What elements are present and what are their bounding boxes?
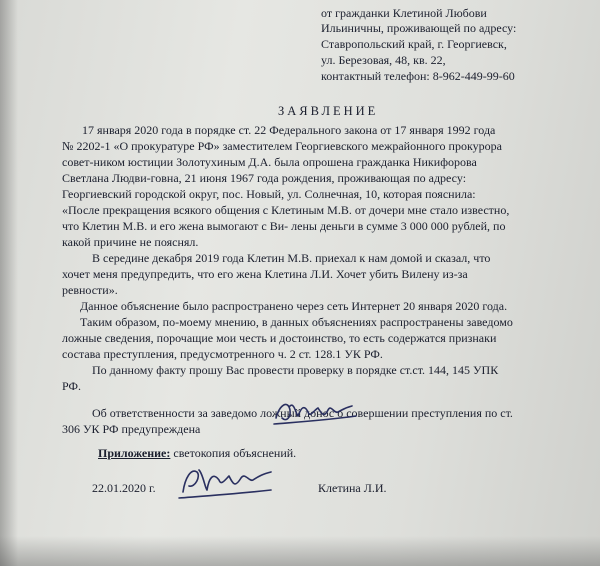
para4-line-1: Таким образом, по-моему мнению, в данных объяснениях распространены заведомо	[80, 315, 513, 329]
para1-line-5: Георгиевский городской округ, пос. Новый, ул. Солнечная, 10, которая пояснила:	[62, 187, 476, 201]
para6-line-2: 306 УК РФ предупреждена	[62, 422, 201, 436]
footer-name: Клетина Л.И.	[318, 481, 387, 495]
para2-line-1: В середине декабря 2019 года Клетин М.В. приехал к нам домой и сказал, что	[92, 251, 491, 265]
para3-line-1: Данное объяснение было распространено через сеть Интернет 20 января 2020 года.	[80, 299, 508, 313]
header-line-4: ул. Березовая, 48, кв. 22,	[321, 53, 446, 67]
para4-line-2: ложные сведения, порочащие мои честь и достоинство, то есть содержатся признаки	[62, 331, 497, 345]
para2-line-2: хочет меня предупредить, что его жена Клетина Л.И. Хочет убить Вилену из-за	[62, 267, 468, 281]
para4-line-3: состава преступления, предусмотренного ч. 2 ст. 128.1 УК РФ.	[62, 347, 383, 361]
para5-line-1: По данному факту прошу Вас провести проверку в порядке ст.ст. 144, 145 УПК	[92, 363, 499, 377]
para1-line-1: 17 января 2020 года в порядке ст. 22 Федерального закона от 17 января 1992 года	[82, 123, 496, 137]
header-line-2: Ильиничны, проживающей по адресу:	[321, 21, 517, 35]
attachment-text: светокопия объяснений.	[173, 446, 297, 460]
signature-2	[175, 458, 275, 504]
para5-line-2: РФ.	[62, 379, 81, 393]
header-line-5: контактный телефон: 8-962-449-99-60	[321, 69, 515, 83]
para1-line-7: что Клетин М.В. и его жена вымогают с Ви- лены деньги в сумме 3 000 000 рублей, по	[62, 219, 506, 233]
page-shadow-left	[0, 0, 18, 566]
page-shadow-bottom	[0, 536, 600, 566]
para1-line-3: совет-ником юстиции Золотухиным Д.А. была опрошена гражданка Никифорова	[62, 155, 477, 169]
header-line-3: Ставропольский край, г. Георгиевск,	[321, 37, 507, 51]
para6-line-1: Об ответственности за заведомо ложный донос о совершении преступления по ст.	[92, 406, 513, 420]
footer-date: 22.01.2020 г.	[92, 481, 156, 495]
attachment-label: Приложение:	[98, 446, 171, 460]
para1-line-8: какой причине не пояснял.	[62, 235, 199, 249]
document-title: ЗАЯВЛЕНИЕ	[278, 104, 379, 118]
para1-line-2: № 2202-1 «О прокуратуре РФ» заместителем Георгиевского межрайонного прокурора	[62, 139, 502, 153]
signature-1	[268, 392, 358, 432]
header-line-1: от гражданки Клетиной Любови	[321, 6, 487, 20]
para2-line-3: ревности».	[62, 283, 118, 297]
para1-line-6: «После прекращения всякого общения с Клетиным М.В. от дочери мне стало известно,	[62, 203, 510, 217]
para1-line-4: Светлана Людви-говна, 21 июня 1967 года рождения, проживающая по адресу:	[62, 171, 467, 185]
